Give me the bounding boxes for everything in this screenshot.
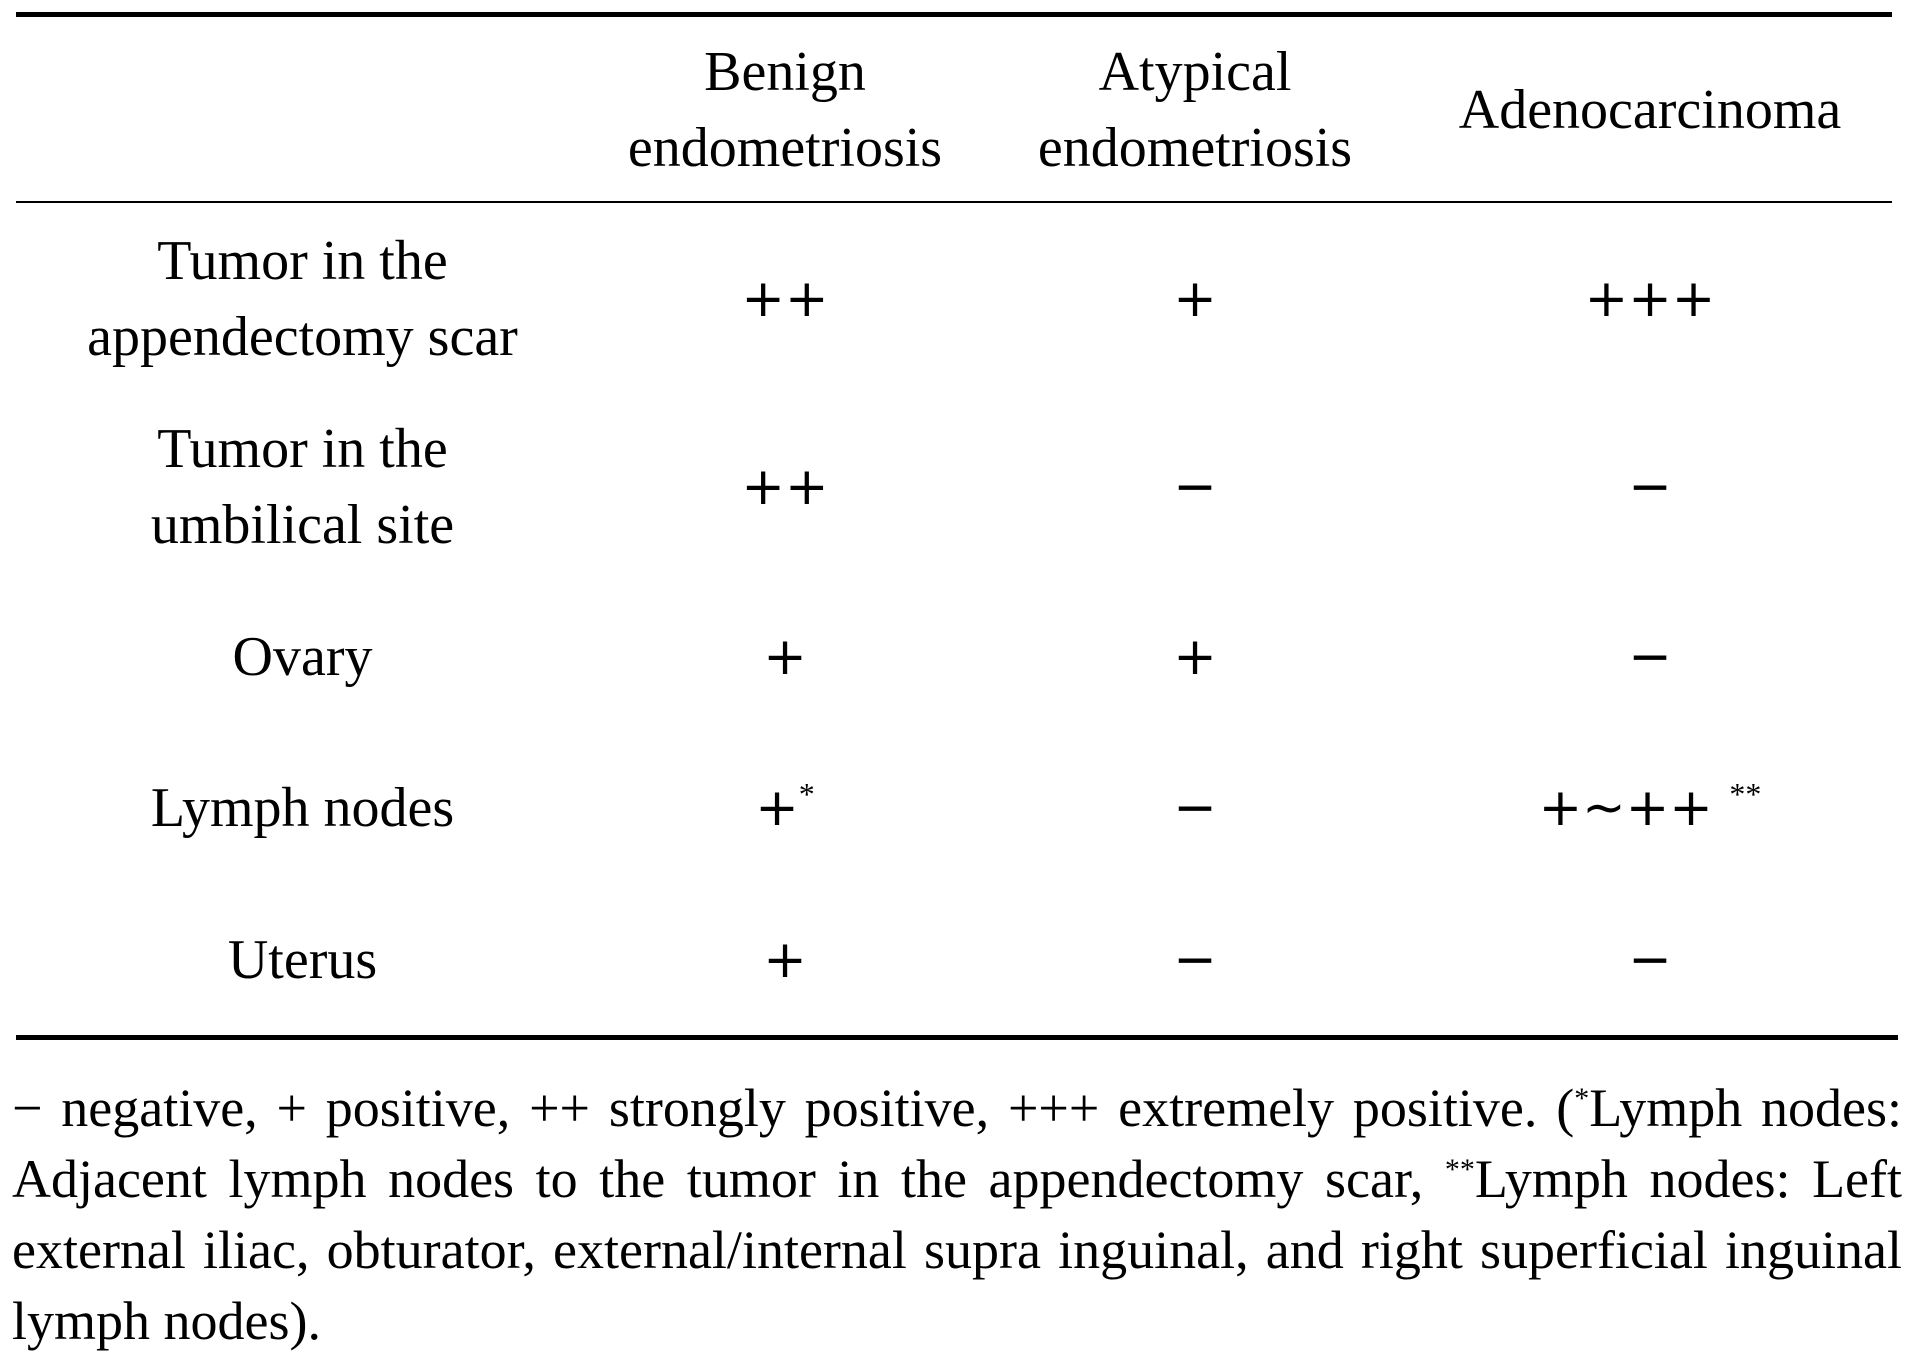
cell-umbilical-adeno: − — [1628, 457, 1672, 517]
row-label-lymph-nodes: Lymph nodes — [150, 777, 455, 839]
cell-uterus-atypical: − — [1173, 930, 1217, 990]
cell-ovary-atypical: + — [1173, 627, 1217, 687]
cell-ovary-adeno: − — [1628, 627, 1672, 687]
table-footnote: − negative, + positive, ++ strongly positive, +++ extremely positive. (*Lymph nodes: Adjacent lymph nodes to the tumor in the appendectomy scar, **Lymph nodes: Left external iliac, obturator, external/internal supra inguinal, and right superficial inguinal lymph nodes). — [12, 1078, 1903, 1351]
column-header-atypical: Atypical endometriosis — [1037, 41, 1353, 179]
footnote-lymph-list: Lymph nodes: Left external iliac, obturator, external/internal supra inguinal, and right superficial inguinal lymph nodes). — [12, 1149, 1903, 1351]
row-label-ovary: Ovary — [232, 626, 373, 688]
cell-ovary-benign: + — [763, 627, 807, 687]
table-top-rule — [16, 12, 1892, 17]
header-rule — [16, 201, 1892, 203]
cell-lymph-benign: +* — [755, 776, 815, 838]
cell-appendectomy-benign: ++ — [741, 269, 829, 329]
footnote-legend: − negative, + positive, ++ strongly positive, +++ extremely positive. — [12, 1078, 1538, 1138]
row-label-uterus: Uterus — [227, 929, 378, 991]
cell-lymph-atypical: − — [1173, 778, 1217, 838]
row-label-appendectomy-scar: Tumor in the appendectomy scar — [87, 230, 518, 368]
footnote-marker-single: * — [798, 776, 815, 812]
row-label-umbilical-site: Tumor in the umbilical site — [150, 418, 455, 556]
footnote-lymph-adjacent: Lymph nodes: Adjacent lymph nodes to the tumor in the appendectomy scar, — [12, 1078, 1903, 1209]
cell-appendectomy-atypical: + — [1173, 269, 1217, 329]
cell-lymph-adeno: +~++ ** — [1538, 776, 1762, 838]
cell-appendectomy-adeno: +++ — [1584, 269, 1716, 329]
cell-uterus-adeno: − — [1628, 930, 1672, 990]
table-bottom-rule — [16, 1035, 1898, 1040]
cell-uterus-benign: + — [763, 930, 807, 990]
column-header-adenocarcinoma: Adenocarcinoma — [1458, 79, 1842, 141]
cell-umbilical-atypical: − — [1173, 457, 1217, 517]
column-header-benign: Benign endometriosis — [627, 41, 943, 179]
footnote-marker-double: ** — [1729, 776, 1762, 812]
cell-umbilical-benign: ++ — [741, 457, 829, 517]
